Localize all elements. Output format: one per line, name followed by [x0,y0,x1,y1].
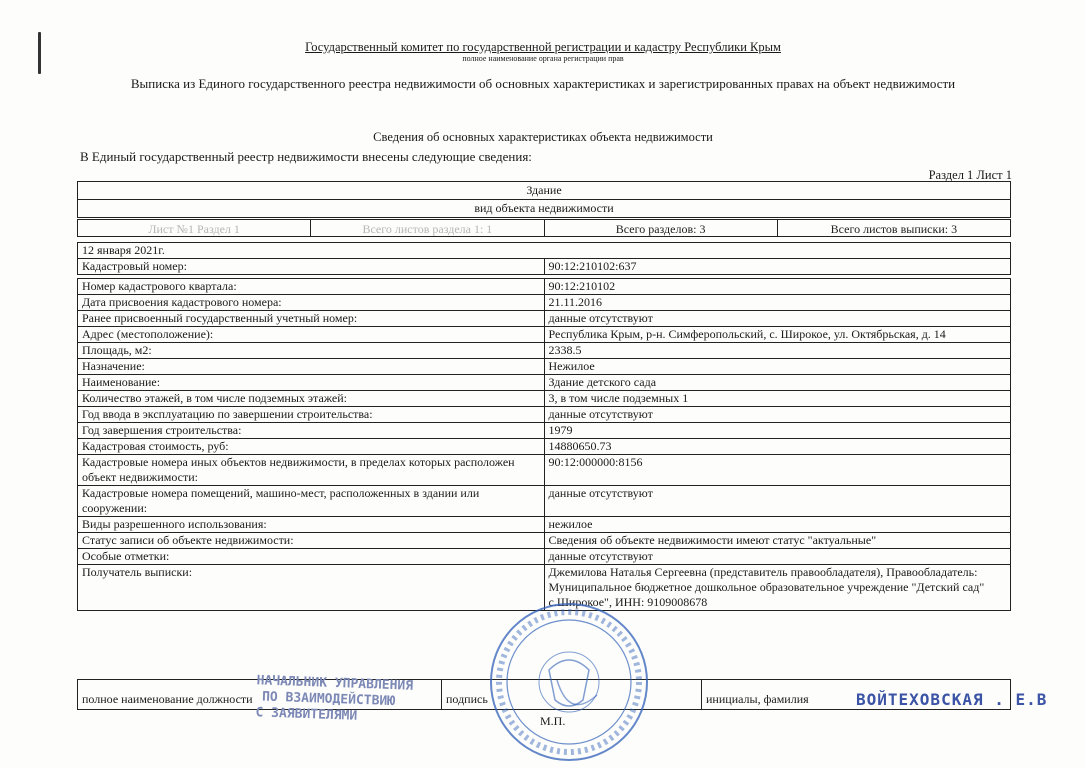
name-stamp: ВОЙТЕХОВСКАЯ . Е.В [856,690,1048,709]
row-value: Республика Крым, р-н. Симферопольский, с. Широкое, ул. Октябрьская, д. 14 [544,327,1011,343]
dept-stamp-line2: ПО ВЗАИМОДЕЙСТВИЮ [261,689,396,710]
dept-stamp [255,673,413,726]
row-value: 1979 [544,423,1011,439]
table-row [78,517,1011,533]
row-label: Виды разрешенного использования: [78,517,545,533]
table-row [78,311,1011,327]
dept-stamp-line3: С ЗАЯВИТЕЛЯМИ [255,705,358,724]
row-label: Наименование: [78,375,545,391]
agency-caption: полное наименование органа регистрации прав [462,54,624,63]
table-row [78,295,1011,311]
row-value: 2338.5 [544,343,1011,359]
row-value: 3, в том числе подземных 1 [544,391,1011,407]
table-row [78,486,1011,517]
row-value: данные отсутствуют [544,407,1011,423]
table-row [78,549,1011,565]
table-row [78,343,1011,359]
table-row [78,439,1011,455]
intro-text: В Единый государственный реестр недвижимости внесены следующие сведения: [80,149,532,164]
table-row [78,423,1011,439]
sheets-in-section: Всего листов раздела 1: 1 [310,219,543,237]
sheet-meta [77,219,1011,237]
row-label: Год завершения строительства: [78,423,545,439]
table-row [78,533,1011,549]
seal-place-label: М.П. [540,714,566,728]
signature-label: подпись [446,692,488,706]
table-row [78,279,1011,295]
object-type-caption: вид объекта недвижимости [474,201,614,215]
sheet-number: Лист №1 Раздел 1 [77,219,310,237]
row-label: Особые отметки: [78,549,545,565]
row-label: Количество этажей, в том числе подземных этажей: [78,391,545,407]
document-title: Выписка из Единого государственного реестра недвижимости об основных характеристиках и зарегистрированных правах на объект недвижимости [130,76,956,91]
row-label: Ранее присвоенный государственный учетный номер: [78,311,545,327]
row-value: данные отсутствуют [544,549,1011,565]
extract-date: 12 января 2021г. [78,243,1011,259]
agency-name: Государственный комитет по государственной регистрации и кадастру Республики Крым [305,40,781,54]
row-value: данные отсутствуют [544,486,1011,517]
row-value: Здание детского сада [544,375,1011,391]
table-row [78,407,1011,423]
table-row [78,391,1011,407]
properties-table [77,242,1011,611]
cadastral-number-label: Кадастровый номер: [78,259,545,275]
cadastral-number-value: 90:12:210102:637 [544,259,1011,275]
row-label: Номер кадастрового квартала: [78,279,545,295]
page-info: Раздел 1 Лист 1 [928,168,1012,182]
row-label: Кадастровые номера помещений, машино-мест, расположенных в здании или сооружении: [78,486,545,517]
row-value: Нежилое [544,359,1011,375]
table-row [78,455,1011,486]
object-type: Здание [78,182,1010,200]
row-label: Год ввода в эксплуатацию по завершении строительства: [78,407,545,423]
row-label: Адрес (местоположение): [78,327,545,343]
sections-total: Всего разделов: 3 [544,219,777,237]
position-label: полное наименование должности [82,692,253,706]
row-value: 14880650.73 [544,439,1011,455]
row-label: Получатель выписки: [78,565,545,611]
section-title: Сведения об основных характеристиках объекта недвижимости [373,130,713,144]
row-label: Площадь, м2: [78,343,545,359]
row-label: Кадастровая стоимость, руб: [78,439,545,455]
row-value: нежилое [544,517,1011,533]
table-row [78,327,1011,343]
sheets-total: Всего листов выписки: 3 [777,219,1011,237]
object-type-box [77,181,1011,218]
row-value: Джемилова Наталья Сергеевна (представитель правообладателя), Правообладатель: Муниципальное бюджетное дошкольное образовательное учреждение "Детский сад" с.Широкое", ИНН: 9109008678 [544,565,1011,611]
row-value: 90:12:000000:8156 [544,455,1011,486]
row-value: 21.11.2016 [544,295,1011,311]
row-label: Статус записи об объекте недвижимости: [78,533,545,549]
table-row [78,359,1011,375]
dept-stamp-line1: НАЧАЛЬНИК УПРАВЛЕНИЯ [256,673,414,694]
row-label: Кадастровые номера иных объектов недвижимости, в пределах которых расположен объект недвижимости: [78,455,545,486]
table-row [78,375,1011,391]
official-seal-icon [487,600,652,765]
row-value: данные отсутствуют [544,311,1011,327]
row-value: 90:12:210102 [544,279,1011,295]
row-label: Дата присвоения кадастрового номера: [78,295,545,311]
row-value: Сведения об объекте недвижимости имеют статус "актуальные" [544,533,1011,549]
name-label: инициалы, фамилия [706,692,809,706]
row-label: Назначение: [78,359,545,375]
